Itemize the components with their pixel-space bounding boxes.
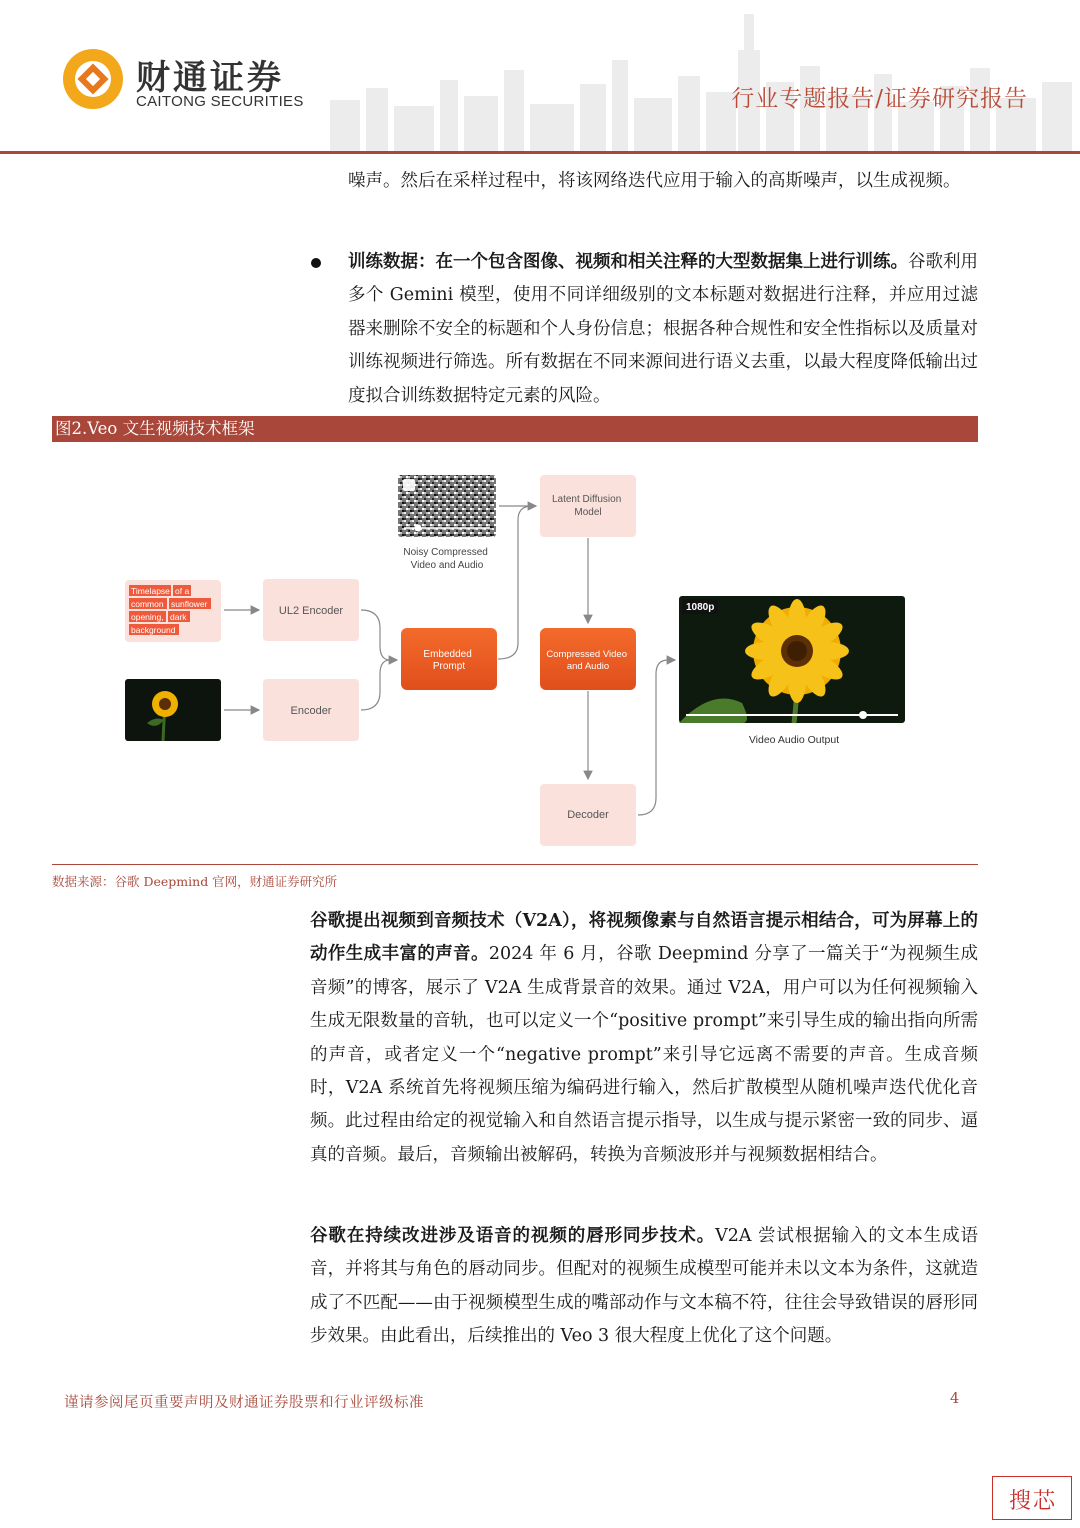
corner-stamp-text: 搜芯	[1008, 1489, 1057, 1514]
figure-title: 图2.Veo 文生视频技术框架	[52, 416, 978, 442]
ul2-encoder-label: UL2 Encoder	[278, 605, 344, 617]
connector-encoders-merge	[361, 610, 390, 710]
embedded-prompt-line2: Prompt	[432, 661, 466, 672]
encoder-label: Encoder	[290, 705, 332, 717]
connector-embedded-to-latent	[498, 506, 532, 659]
output-label: Video Audio Output	[748, 734, 840, 746]
prompt-word: background	[131, 625, 176, 635]
noisy-label	[403, 547, 490, 571]
compressed-line1: Compressed Video	[546, 649, 627, 660]
prompt-word: dark	[170, 612, 187, 622]
connector-decoder-to-output	[638, 660, 668, 815]
prompt-word: of a	[175, 586, 190, 596]
paragraph-v2a	[310, 905, 978, 1172]
report-type-label: 行业专题报告/证券研究报告	[731, 86, 1028, 112]
compressed-line2: and Audio	[566, 661, 610, 672]
logo-chinese-name: 财通证券	[136, 58, 284, 98]
figure-source: 数据来源：谷歌 Deepmind 官网，财通证券研究所	[52, 874, 338, 889]
training-heading: 训练数据：在一个包含图像、视频和相关注释的大型数据集上进行训练。	[348, 252, 908, 272]
page-number: 4	[950, 1391, 960, 1407]
prompt-word: sunflower	[171, 599, 208, 609]
latent-line1: Latent Diffusion	[551, 494, 622, 505]
latent-diffusion-box	[540, 475, 636, 537]
noisy-video-thumbnail	[398, 475, 496, 537]
v2a-body: 2024 年 6 月，谷歌 Deepmind 分享了一篇关于“为视频生成音频”的博客，展示了 V2A 生成背景音的效果。通过 V2A，用户可以为任何视频输入生成无限数量的音轨，也可以定义一个“positive prompt”来引导生成的输出指向所需的声音，或者定义一个“negative prompt”来引导它远离不需要的声音。生成音频时，V2A 系统首先将视频压缩为编码进行输入，然后扩散模型从随机噪声迭代优化音频。此过程由给定的视觉输入和自然语言提示指导，以生成与提示紧密一致的同步、逼真的音频。最后，音频输出被解码，转换为音频波形并与视频数据相结合。	[310, 944, 979, 1165]
training-body: 谷歌利用多个 Gemini 模型，使用不同详细级别的文本标题对数据进行注释，并应用过滤器来删除不安全的标题和个人身份信息；根据各种合规性和安全性指标以及质量对训练视频进行筛选。所有数据在不同来源间进行语义去重，以最大程度降低输出过度拟合训练数据特定元素的风险。	[348, 252, 978, 406]
paragraph-training-data	[348, 246, 978, 413]
decoder-label: Decoder	[567, 809, 609, 821]
resolution-badge: 1080p	[686, 602, 715, 613]
prompt-word: opening,	[131, 612, 164, 622]
noisy-label-line1: Noisy Compressed	[403, 547, 488, 558]
output-video-frame	[679, 596, 905, 723]
paragraph-lipsync	[310, 1220, 978, 1354]
v2a-heading: 谷歌提出视频到音频技术（V2A），将视频像素与自然语言提示相结合，可为屏幕上的动作生成丰富的声音。	[310, 911, 978, 965]
input-sunflower-image	[125, 679, 221, 741]
figure-bottom-rule	[52, 864, 978, 865]
bullet-dot	[311, 258, 321, 268]
prompt-word: common	[131, 599, 164, 609]
prompt-word: Timelapse	[131, 586, 170, 596]
header-divider	[0, 151, 1080, 154]
caitong-logo-icon	[60, 46, 126, 112]
veo-framework-diagram	[52, 448, 978, 862]
logo-english-name: CAITONG SECURITIES	[136, 93, 304, 110]
latent-line2: Model	[574, 507, 602, 518]
footer-disclaimer: 谨请参阅尾页重要声明及财通证券股票和行业评级标准	[64, 1395, 424, 1411]
noisy-label-line2: Video and Audio	[410, 560, 484, 571]
embedded-prompt-line1: Embedded	[423, 649, 472, 660]
lipsync-body: V2A 尝试根据输入的文本生成语音，并将其与角色的唇动同步。但配对的视频生成模型可能并未以文本为条件，这就造成了不匹配——由于视频模型生成的嘴部动作与文本稿不符，往往会导致错误的唇形同步效果。由此看出，后续推出的 Veo 3 很大程度上优化了这个问题。	[310, 1226, 978, 1347]
paragraph-continuation: 噪声。然后在采样过程中，将该网络迭代应用于输入的高斯噪声，以生成视频。	[348, 171, 961, 191]
lipsync-heading: 谷歌在持续改进涉及语音的视频的唇形同步技术。	[310, 1226, 716, 1246]
